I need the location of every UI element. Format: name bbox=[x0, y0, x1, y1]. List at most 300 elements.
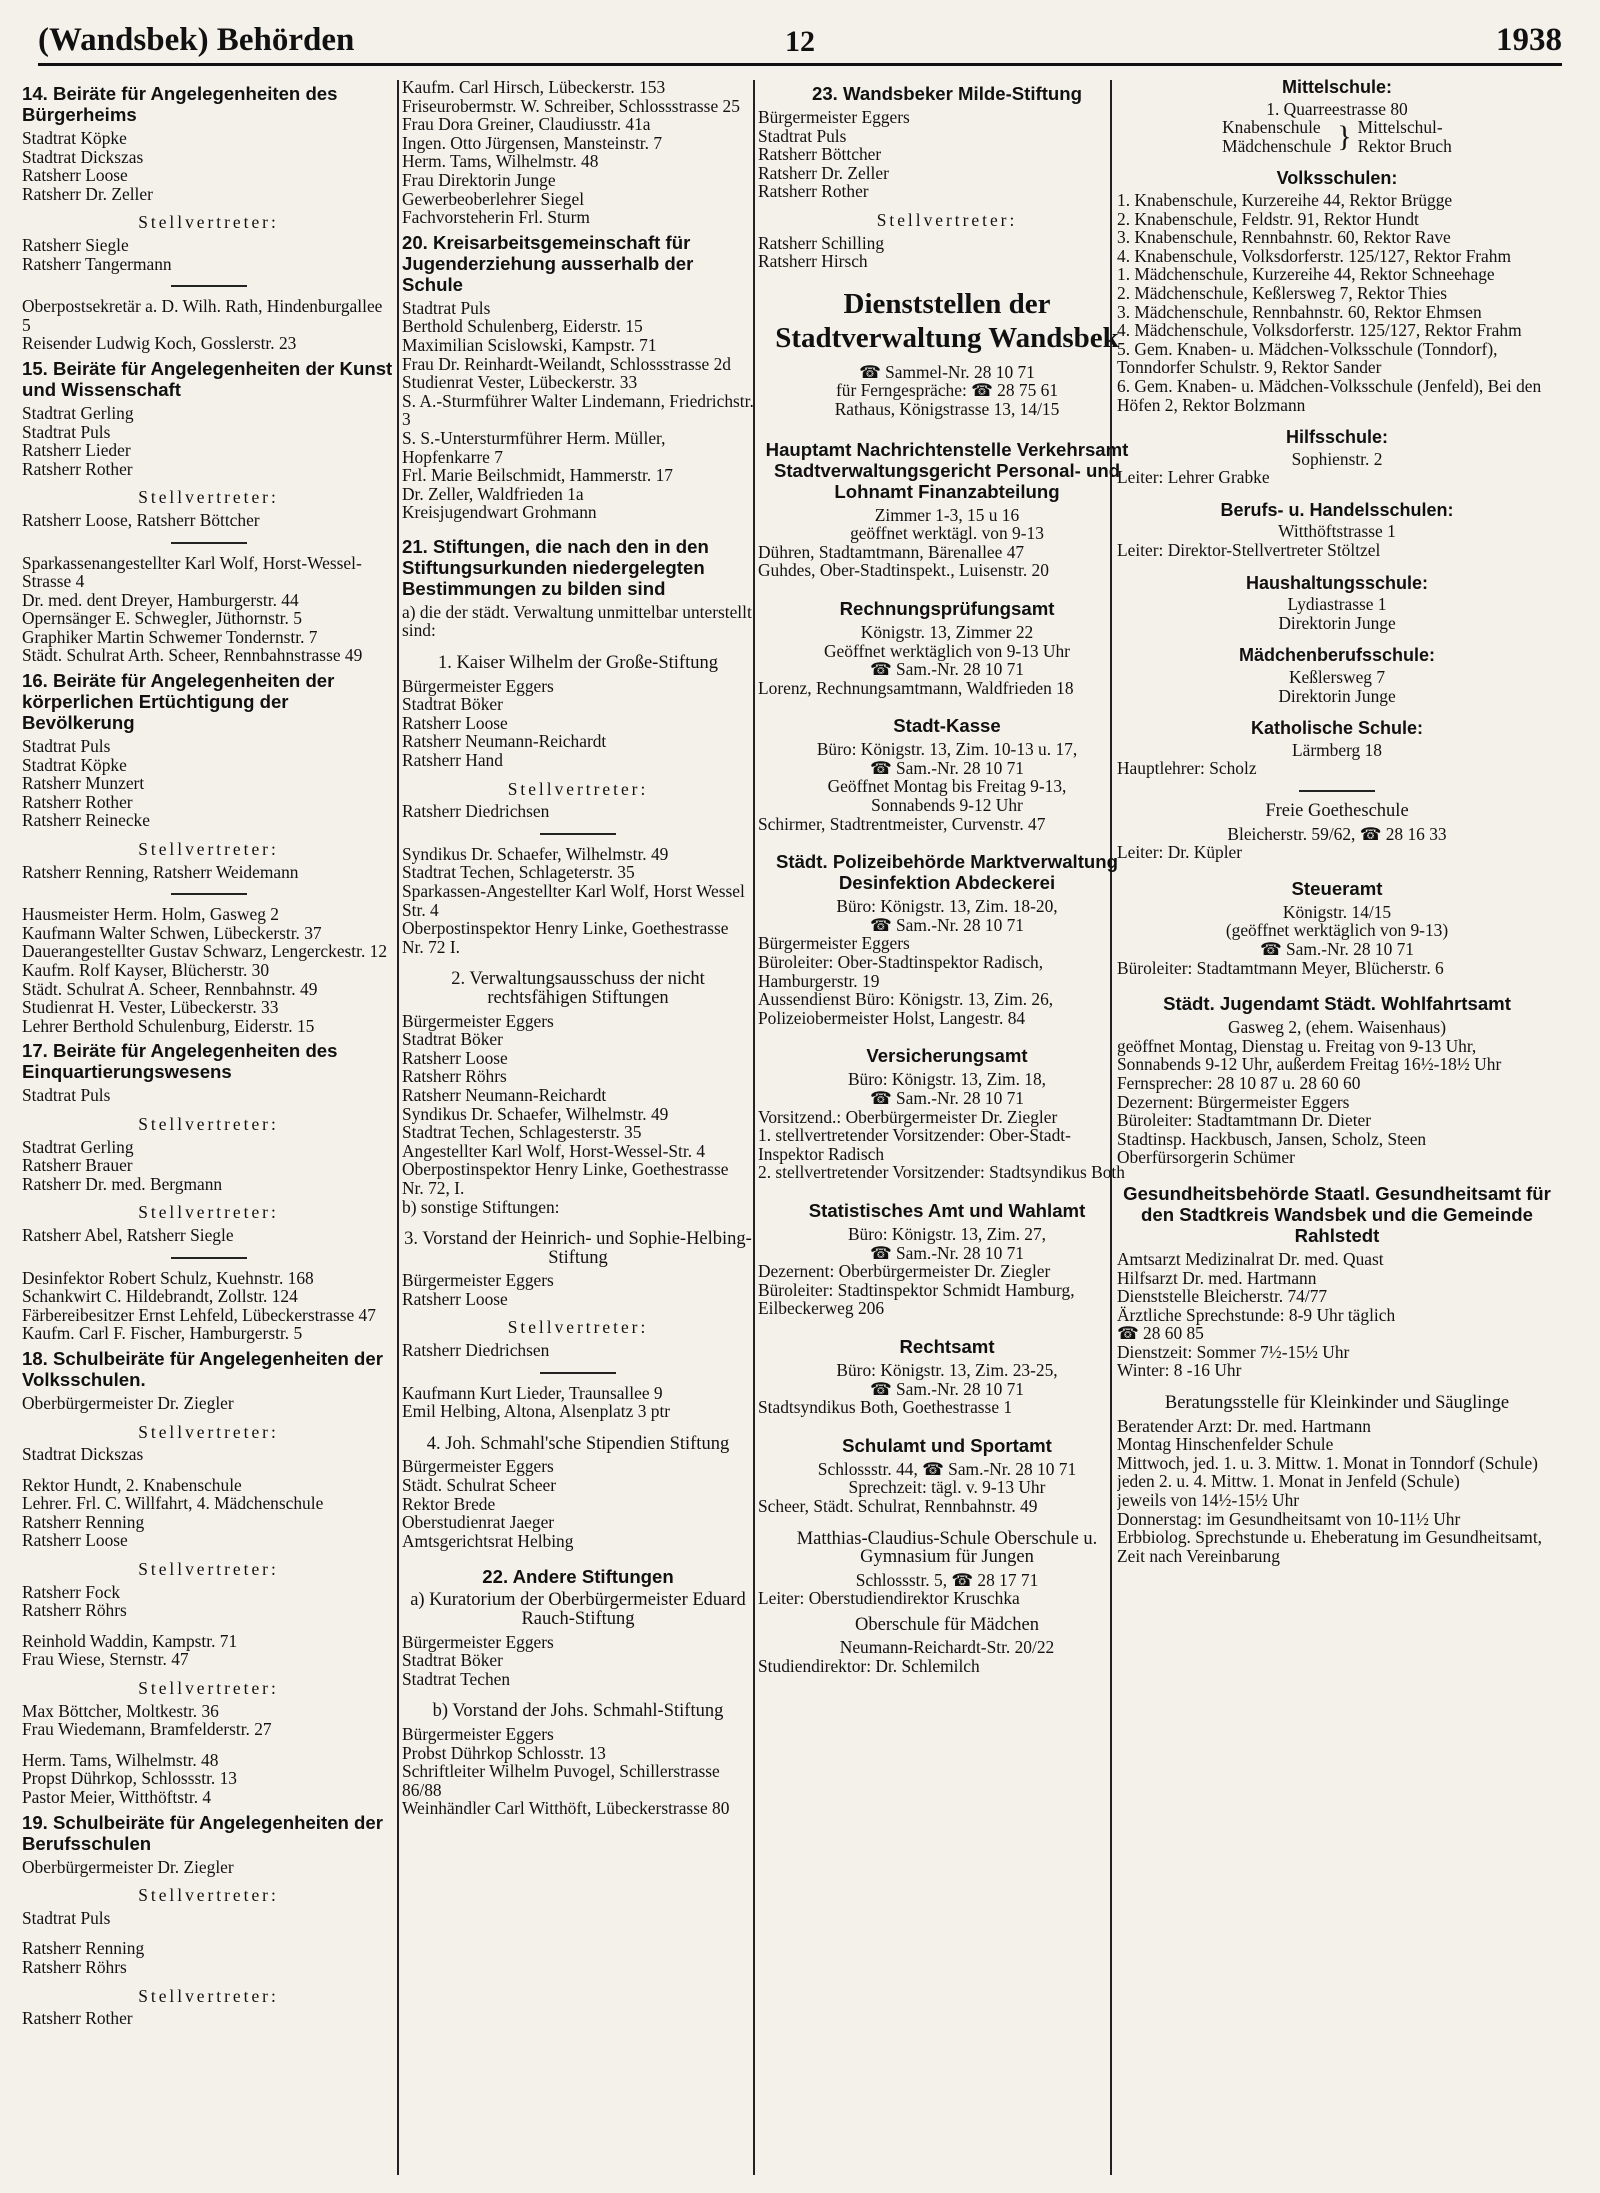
section-heading: 20. Kreisarbeitsgemeinschaft für Jugenderziehung ausserhalb der Schule bbox=[402, 231, 694, 295]
list-item: Büro: Königstr. 13, Zim. 18-20, bbox=[836, 896, 1058, 917]
list-item: 1. Knabenschule, Kurzereihe 44, Rektor Brügge bbox=[1117, 189, 1453, 210]
text-list bbox=[1117, 959, 1557, 978]
text-list bbox=[22, 1702, 395, 1739]
column-1 bbox=[22, 78, 395, 2173]
list-item: Ärztliche Sprechstunde: 8-9 Uhr täglich bbox=[1117, 1304, 1396, 1325]
list-item: Herm. Tams, Wilhelmstr. 48 bbox=[22, 1749, 219, 1770]
section-heading: 16. Beiräte für Angelegenheiten der körperlichen Ertüchtigung der Bevölkerung bbox=[22, 670, 335, 734]
text-list bbox=[22, 1939, 395, 1976]
list-item: Studienrat H. Vester, Lübeckerstr. 33 bbox=[22, 997, 279, 1018]
chair-line: Oberbürgermeister Dr. Ziegler bbox=[22, 1392, 234, 1413]
list-item: Stadtrat Techen, Schlageterstr. 35 bbox=[402, 862, 635, 883]
section-heading: 23. Wandsbeker Milde-Stiftung bbox=[812, 83, 1082, 104]
list-item: Kaufmann Kurt Lieder, Traunsallee 9 bbox=[402, 1382, 663, 1403]
text-list bbox=[758, 1361, 1136, 1398]
list-item: Ratsherr Neumann-Reichardt bbox=[402, 1084, 607, 1105]
list-item: Gasweg 2, (ehem. Waisenhaus) bbox=[1227, 1017, 1446, 1038]
list-item: Ingen. Otto Jürgensen, Mansteinstr. 7 bbox=[402, 132, 663, 153]
section-heading: 19. Schulbeiräte für Angelegenheiten der Berufsschulen bbox=[22, 1811, 383, 1854]
list-item: für Ferngespräche: ☎ 28 75 61 bbox=[835, 380, 1059, 401]
text-list bbox=[1117, 191, 1557, 414]
list-item: Stadtrat Techen, Schlagesterstr. 35 bbox=[402, 1122, 642, 1143]
list-item: Stadtrat Dickszas bbox=[22, 146, 144, 167]
list-item: Ratsherr Renning, Ratsherr Weidemann bbox=[22, 861, 299, 882]
list-item: Emil Helbing, Altona, Alsenplatz 3 ptr bbox=[402, 1401, 671, 1422]
list-item: Ratsherr Dr. Zeller bbox=[22, 183, 153, 204]
divider-rule bbox=[171, 542, 247, 544]
list-item: jeweils von 14½-15½ Uhr bbox=[1117, 1490, 1300, 1511]
list-item: Dezernent: Oberbürgermeister Dr. Ziegler bbox=[758, 1261, 1051, 1282]
text-list bbox=[22, 737, 395, 830]
list-item: Bürgermeister Eggers bbox=[758, 933, 910, 954]
text-list bbox=[22, 1156, 395, 1193]
list-item: Lehrer Berthold Schulenburg, Eiderstr. 15 bbox=[22, 1015, 315, 1036]
text-list bbox=[758, 1460, 1136, 1497]
list-item: Studiendirektor: Dr. Schlemilch bbox=[758, 1656, 980, 1677]
list-item: 3. Mädchenschule, Rennbahnstr. 60, Rektor Ehmsen bbox=[1117, 301, 1482, 322]
leader-line: Hauptlehrer: Scholz bbox=[1117, 758, 1257, 779]
mittelschule-brace-group bbox=[1117, 118, 1557, 155]
list-item: Probst Dührkop Schlosstr. 13 bbox=[402, 1742, 606, 1763]
foundation-title: a) Kuratorium der Oberbürgermeister Eduard Rauch-Stiftung bbox=[410, 1590, 746, 1629]
address-line: Witthöftstrasse 1 bbox=[1278, 521, 1396, 542]
list-item: Mittelschul- bbox=[1357, 117, 1443, 138]
list-item: Büroleiter: Stadtinspektor Schmidt Hamburg, Eilbeckerweg 206 bbox=[758, 1279, 1075, 1319]
list-item: Stadtrat Puls bbox=[758, 125, 847, 146]
deputies-label: Stellvertreter: bbox=[138, 1421, 279, 1442]
text-list bbox=[22, 2009, 395, 2028]
school-heading: Berufs- u. Handelsschulen: bbox=[1220, 499, 1454, 520]
text-list bbox=[22, 1138, 395, 1157]
text-list bbox=[1117, 1018, 1557, 1037]
foundation-title: 4. Joh. Schmahl'sche Stipendien Stiftung bbox=[426, 1433, 730, 1454]
text-list bbox=[22, 1269, 395, 1343]
foundation-title: 2. Verwaltungsausschuss der nicht rechtsfähigen Stiftungen bbox=[451, 969, 705, 1008]
office-heading: Schulamt und Sportamt bbox=[842, 1434, 1052, 1456]
text-list bbox=[22, 1226, 395, 1245]
list-item: Knabenschule bbox=[1222, 117, 1321, 138]
leader-line: Direktorin Junge bbox=[1278, 685, 1396, 706]
list-item: Büro: Königstr. 13, Zim. 23-25, bbox=[836, 1359, 1058, 1380]
list-item: jeden 2. u. 4. Mittw. 1. Monat in Jenfeld (Schule) bbox=[1117, 1471, 1460, 1492]
school-heading: Freie Goetheschule bbox=[1265, 801, 1409, 821]
deputies-label: Stellvertreter: bbox=[507, 1317, 649, 1338]
list-item: Schankwirt C. Hildebrandt, Zollstr. 124 bbox=[22, 1286, 298, 1307]
text-list bbox=[22, 1476, 395, 1550]
list-item: Sparkassen-Angestellter Karl Wolf, Horst Wessel Str. 4 bbox=[402, 881, 745, 920]
column-3 bbox=[758, 78, 1136, 2173]
text-list bbox=[402, 677, 754, 770]
list-item: Ratsherr Diedrichsen bbox=[402, 1340, 550, 1361]
list-item: Oberfürsorgerin Schümer bbox=[1117, 1147, 1295, 1168]
text-list bbox=[22, 1909, 395, 1928]
office-heading: Städt. Polizeibehörde Marktverwaltung Desinfektion Abdeckerei bbox=[776, 851, 1118, 894]
list-item: ☎ Sam.-Nr. 28 10 71 bbox=[1259, 938, 1415, 959]
text-list bbox=[758, 1070, 1136, 1107]
list-item: Oberstudienrat Jaeger bbox=[402, 1512, 555, 1533]
divider-rule bbox=[171, 893, 247, 895]
list-item: Frau Dr. Reinhardt-Weilandt, Schlossstrasse 2d bbox=[402, 353, 731, 374]
list-item: Sonnabends 9-12 Uhr bbox=[871, 795, 1023, 816]
list-item: Ratsherr Fock bbox=[22, 1581, 121, 1602]
list-item: Dienststelle Bleicherstr. 74/77 bbox=[1117, 1286, 1328, 1307]
list-item: Berthold Schulenberg, Eiderstr. 15 bbox=[402, 316, 643, 337]
school-heading: Matthias-Claudius-Schule Oberschule u. Gymnasium für Jungen bbox=[796, 1528, 1098, 1568]
section-heading: 22. Andere Stiftungen bbox=[482, 1566, 674, 1588]
text-list bbox=[22, 297, 395, 353]
intro-line: a) die der städt. Verwaltung unmittelbar unterstellt sind: bbox=[402, 601, 752, 641]
list-item: Desinfektor Robert Schulz, Kuehnstr. 168 bbox=[22, 1267, 314, 1288]
list-item: ☎ 28 60 85 bbox=[1117, 1323, 1204, 1344]
list-item: Schlossstr. 5, ☎ 28 17 71 bbox=[855, 1569, 1039, 1590]
list-item: Bürgermeister Eggers bbox=[402, 1456, 554, 1477]
list-item: Lorenz, Rechnungsamtmann, Waldfrieden 18 bbox=[758, 677, 1074, 698]
text-list bbox=[22, 863, 395, 882]
list-item: Pastor Meier, Witthöftstr. 4 bbox=[22, 1787, 212, 1807]
list-item: Sprechzeit: tägl. v. 9-13 Uhr bbox=[848, 1477, 1046, 1498]
list-item: Ratsherr Hirsch bbox=[758, 251, 868, 272]
list-item: 2. Knabenschule, Feldstr. 91, Rektor Hundt bbox=[1117, 208, 1419, 229]
list-item: Mädchenschule bbox=[1222, 135, 1332, 156]
list-item: Färbereibesitzer Ernst Lehfeld, Lübeckerstrasse 47 bbox=[22, 1304, 376, 1325]
text-list bbox=[22, 554, 395, 666]
list-item: Stadtrat Puls bbox=[22, 421, 111, 442]
list-item: Fernsprecher: 28 10 87 u. 28 60 60 bbox=[1117, 1072, 1361, 1093]
list-item: Amtsarzt Medizinalrat Dr. med. Quast bbox=[1117, 1248, 1384, 1269]
list-item: Geöffnet Montag bis Freitag 9-13, bbox=[827, 776, 1067, 797]
header-year: 1938 bbox=[1495, 22, 1562, 58]
section-heading: 21. Stiftungen, die nach den in den Stiftungsurkunden niedergelegten Bestimmungen zu bilden sind bbox=[402, 535, 709, 599]
list-item: Dühren, Stadtamtmann, Bärenallee 47 bbox=[758, 541, 1025, 562]
text-list bbox=[22, 1086, 395, 1105]
text-list bbox=[758, 934, 1136, 1027]
list-item: Ratsherr Neumann-Reichardt bbox=[402, 731, 607, 752]
school-heading: Oberschule für Mädchen bbox=[855, 1614, 1039, 1635]
list-item: Ratsherr Loose bbox=[402, 1288, 508, 1309]
list-item: Stadtrat Gerling bbox=[22, 402, 134, 423]
list-item: Stadtrat Böker bbox=[402, 694, 503, 715]
list-item: Montag Hinschenfelder Schule bbox=[1117, 1434, 1334, 1455]
list-item: Reisender Ludwig Koch, Gosslerstr. 23 bbox=[22, 333, 297, 354]
list-item: Dauerangestellter Gustav Schwarz, Lengerckestr. 12 bbox=[22, 941, 388, 962]
office-heading: Statistisches Amt und Wahlamt bbox=[808, 1199, 1086, 1221]
text-list bbox=[1117, 1250, 1557, 1380]
list-item: Stadtrat Puls bbox=[402, 297, 491, 318]
text-list bbox=[1117, 903, 1557, 959]
list-item: Schirmer, Stadtrentmeister, Curvenstr. 47 bbox=[758, 813, 1046, 834]
list-item: Ratsherr Rother bbox=[758, 181, 869, 202]
text-list bbox=[758, 740, 1136, 814]
list-item: Städt. Schulrat Arth. Scheer, Rennbahnstrasse 49 bbox=[22, 645, 363, 666]
list-item: 2. Mädchenschule, Keßlersweg 7, Rektor Thies bbox=[1117, 282, 1448, 303]
list-item: Weinhändler Carl Witthöft, Lübeckerstrasse 80 bbox=[402, 1798, 730, 1819]
list-item: Sparkassenangestellter Karl Wolf, Horst-Wessel-Strasse 4 bbox=[22, 552, 362, 592]
list-item: Amtsgerichtsrat Helbing bbox=[402, 1530, 574, 1551]
chair-line: Oberbürgermeister Dr. Ziegler bbox=[22, 1856, 234, 1877]
text-list bbox=[758, 1108, 1136, 1182]
list-item: Ratsherr Loose bbox=[402, 712, 508, 733]
list-item: Stadtsyndikus Both, Goethestrasse 1 bbox=[758, 1397, 1013, 1418]
column-divider bbox=[397, 80, 399, 2175]
text-list bbox=[22, 1632, 395, 1669]
list-item: Dr. med. dent Dreyer, Hamburgerstr. 44 bbox=[22, 589, 299, 610]
office-heading: Beratungsstelle für Kleinkinder und Säuglinge bbox=[1164, 1393, 1510, 1414]
text-list bbox=[402, 1271, 754, 1308]
list-item: Maximilian Scislowski, Kampstr. 71 bbox=[402, 334, 657, 355]
text-list bbox=[758, 1225, 1136, 1262]
text-list bbox=[22, 404, 395, 478]
text-list bbox=[1117, 1037, 1557, 1167]
school-heading: Mädchenberufsschule: bbox=[1238, 645, 1436, 666]
office-heading: Versicherungsamt bbox=[866, 1045, 1028, 1067]
list-item: Hausmeister Herm. Holm, Gasweg 2 bbox=[22, 904, 279, 925]
text-list bbox=[1222, 118, 1331, 155]
deputies-label: Stellvertreter: bbox=[876, 209, 1018, 230]
list-item: Frau Wiedemann, Bramfelderstr. 27 bbox=[22, 1719, 272, 1740]
list-item: Oberpostsekretär a. D. Wilh. Rath, Hindenburgallee 5 bbox=[22, 296, 383, 335]
list-item: Stadtrat Dickszas bbox=[22, 1444, 144, 1465]
list-item: Ratsherr Schilling bbox=[758, 232, 885, 253]
list-item: Stadtinsp. Hackbusch, Jansen, Scholz, Steen bbox=[1117, 1128, 1427, 1149]
list-item: Ratsherr Loose bbox=[22, 1530, 128, 1551]
list-item: Stadtrat Techen bbox=[402, 1668, 511, 1689]
list-item: (geöffnet werktäglich von 9-13) bbox=[1225, 920, 1449, 941]
list-item: Syndikus Dr. Schaefer, Wilhelmstr. 49 bbox=[402, 1103, 669, 1124]
deputies-label: Stellvertreter: bbox=[138, 1985, 279, 2006]
list-item: Ratsherr Diedrichsen bbox=[402, 801, 550, 822]
list-item: 4. Mädchenschule, Volksdorferstr. 125/127, Rektor Frahm bbox=[1117, 320, 1522, 341]
list-item: Ratsherr Lieder bbox=[22, 440, 131, 461]
office-heading: Städt. Jugendamt Städt. Wohlfahrtsamt bbox=[1163, 993, 1511, 1015]
list-item: Ratsherr Dr. med. Bergmann bbox=[22, 1173, 223, 1194]
list-item: Ratsherr Munzert bbox=[22, 773, 145, 794]
list-item: Büro: Königstr. 13, Zim. 27, bbox=[847, 1223, 1047, 1244]
deputies-label: Stellvertreter: bbox=[138, 1885, 279, 1906]
section-heading: 14. Beiräte für Angelegenheiten des Bürgerheims bbox=[22, 83, 338, 125]
address-line: Lydiastrasse 1 bbox=[1287, 594, 1387, 615]
list-item: ☎ Sammel-Nr. 28 10 71 bbox=[859, 361, 1035, 382]
list-item: Geöffnet werktäglich von 9-13 Uhr bbox=[824, 640, 1070, 661]
list-item: 4. Knabenschule, Volksdorferstr. 125/127, Rektor Frahm bbox=[1117, 245, 1511, 266]
text-list bbox=[402, 78, 754, 227]
text-list bbox=[402, 1725, 754, 1818]
list-item: Königstr. 13, Zimmer 22 bbox=[860, 621, 1034, 642]
intro-line: b) sonstige Stiftungen: bbox=[402, 1196, 560, 1217]
list-item: Kaufm. Carl Hirsch, Lübeckerstr. 153 bbox=[402, 78, 666, 97]
list-item: Stadtrat Böker bbox=[402, 1029, 503, 1050]
list-item: Angestellter Karl Wolf, Horst-Wessel-Str. 4 bbox=[402, 1140, 706, 1161]
list-item: Opernsänger E. Schwegler, Jüthornstr. 5 bbox=[22, 608, 302, 629]
list-item: Friseurobermstr. W. Schreiber, Schlossstrasse 25 bbox=[402, 95, 740, 116]
list-item: geöffnet werktägl. von 9-13 bbox=[850, 523, 1044, 544]
list-item: Ratsherr Röhrs bbox=[22, 1956, 127, 1977]
list-item: Königstr. 14/15 bbox=[1282, 901, 1392, 922]
page-number: 12 bbox=[784, 25, 815, 58]
list-item: Ratsherr Röhrs bbox=[22, 1600, 127, 1621]
list-item: Ratsherr Böttcher bbox=[758, 144, 882, 165]
list-item: Oberpostinspektor Henry Linke, Goethestrasse Nr. 72 I. bbox=[402, 918, 729, 957]
foundation-title: 3. Vorstand der Heinrich- und Sophie-Helbing-Stiftung bbox=[404, 1229, 752, 1268]
list-item: 2. stellvertretender Vorsitzender: Stadtsyndikus Both bbox=[758, 1162, 1125, 1183]
list-item: Vorsitzend.: Oberbürgermeister Dr. Ziegler bbox=[758, 1106, 1058, 1127]
list-item: Zimmer 1-3, 15 u 16 bbox=[874, 504, 1020, 525]
text-list bbox=[1358, 118, 1452, 155]
text-list bbox=[758, 108, 1136, 201]
address-line: Bleicherstr. 59/62, ☎ 28 16 33 bbox=[1227, 823, 1447, 844]
deputies-label: Stellvertreter: bbox=[138, 1678, 279, 1699]
list-item: Ratsherr Siegle bbox=[22, 234, 129, 255]
brace-glyph: } bbox=[1337, 119, 1352, 153]
address-line: 1. Quarreestrasse 80 bbox=[1266, 98, 1408, 119]
school-heading: Volksschulen: bbox=[1276, 168, 1398, 189]
list-item: Ratsherr Brauer bbox=[22, 1155, 133, 1176]
text-list bbox=[758, 1398, 1136, 1417]
list-item: Propst Dührkop, Schlossstr. 13 bbox=[22, 1768, 237, 1789]
list-item: Kreisjugendwart Grohmann bbox=[402, 502, 597, 523]
main-title: Dienststellen der Stadtverwaltung Wandsbek bbox=[775, 287, 1119, 354]
list-item: Fachvorsteherin Frl. Sturm bbox=[402, 207, 590, 228]
text-list bbox=[758, 815, 1136, 834]
text-list bbox=[402, 802, 754, 821]
list-item: Schriftleiter Wilhelm Puvogel, Schillerstrasse 86/88 bbox=[402, 1761, 720, 1800]
list-item: Rektor Brede bbox=[402, 1493, 496, 1514]
list-item: Stadtrat Köpke bbox=[22, 128, 127, 148]
list-item: Ratsherr Hand bbox=[402, 750, 503, 771]
list-item: Reinhold Waddin, Kampstr. 71 bbox=[22, 1630, 238, 1651]
list-item: Büroleiter: Stadtamtmann Dr. Dieter bbox=[1117, 1110, 1372, 1131]
list-item: Bürgermeister Eggers bbox=[402, 1270, 554, 1291]
text-list bbox=[758, 1657, 1136, 1676]
school-heading: Katholische Schule: bbox=[1250, 718, 1424, 739]
list-item: Ratsherr Renning bbox=[22, 1511, 145, 1532]
list-item: Schlossstr. 44, ☎ Sam.-Nr. 28 10 71 bbox=[817, 1458, 1077, 1479]
list-item: 1. stellvertretender Vorsitzender: Ober-Stadt-Inspektor Radisch bbox=[758, 1125, 1071, 1164]
list-item: Städt. Schulrat Scheer bbox=[402, 1475, 557, 1496]
divider-rule bbox=[171, 285, 247, 287]
section-heading: 17. Beiräte für Angelegenheiten des Einquartierungswesens bbox=[22, 1040, 338, 1083]
address-line: Sophienstr. 2 bbox=[1291, 448, 1383, 469]
leader-line: Direktorin Junge bbox=[1278, 612, 1396, 633]
list-item: Frau Direktorin Junge bbox=[402, 169, 556, 190]
list-item: 1. Mädchenschule, Kurzereihe 44, Rektor Schneehage bbox=[1117, 264, 1495, 285]
office-heading: Rechtsamt bbox=[899, 1335, 995, 1357]
list-item: Ratsherr Loose bbox=[402, 1047, 508, 1068]
list-item: Frau Dora Greiner, Claudiusstr. 41a bbox=[402, 114, 651, 135]
leader-line: Leiter: Direktor-Stellvertreter Stöltzel bbox=[1117, 540, 1381, 561]
text-list bbox=[22, 129, 395, 203]
list-item: ☎ Sam.-Nr. 28 10 71 bbox=[869, 1242, 1025, 1263]
text-list bbox=[22, 1751, 395, 1807]
list-item: 6. Gem. Knaben- u. Mädchen-Volksschule (Jenfeld), Bei den Höfen 2, Rektor Bolzmann bbox=[1117, 375, 1542, 415]
text-list bbox=[402, 1457, 754, 1550]
list-item: Ratsherr Rother bbox=[22, 458, 133, 479]
list-item: Ratsherr Rother bbox=[22, 2008, 133, 2029]
office-heading: Hauptamt Nachrichtenstelle Verkehrsamt Stadtverwaltungsgericht Personal- und Lohnamt Finanzabteilung bbox=[765, 438, 1129, 502]
divider-rule bbox=[171, 1257, 247, 1259]
list-item: Stadtrat Köpke bbox=[22, 754, 127, 775]
list-item: ☎ Sam.-Nr. 28 10 71 bbox=[869, 1378, 1025, 1399]
list-item: Oberpostinspektor Henry Linke, Goethestrasse Nr. 72, I. bbox=[402, 1159, 729, 1198]
list-item: Kaufm. Carl F. Fischer, Hamburgerstr. 5 bbox=[22, 1323, 303, 1344]
list-item: Ratsherr Röhrs bbox=[402, 1066, 507, 1087]
text-list bbox=[758, 1589, 1136, 1608]
text-list bbox=[402, 1633, 754, 1689]
list-item: Dr. Zeller, Waldfrieden 1a bbox=[402, 483, 584, 504]
list-item: Winter: 8 -16 Uhr bbox=[1117, 1360, 1242, 1381]
list-item: Rathaus, Königstrasse 13, 14/15 bbox=[834, 398, 1060, 419]
list-item: Kaufmann Walter Schwen, Lübeckerstr. 37 bbox=[22, 922, 322, 943]
text-list bbox=[758, 1262, 1136, 1318]
column-2 bbox=[402, 78, 754, 2173]
list-item: Ratsherr Renning bbox=[22, 1938, 145, 1959]
text-list bbox=[758, 1497, 1136, 1516]
list-item: 3. Knabenschule, Rennbahnstr. 60, Rektor Rave bbox=[1117, 227, 1451, 248]
list-item: Städt. Schulrat A. Scheer, Rennbahnstr. 49 bbox=[22, 978, 318, 999]
school-heading: Haushaltungsschule: bbox=[1245, 572, 1429, 593]
office-heading: Gesundheitsbehörde Staatl. Gesundheitsamt für den Stadtkreis Wandsbek und die Gemeinde Rahlstedt bbox=[1123, 1182, 1551, 1246]
column-4 bbox=[1117, 78, 1557, 2173]
foundation-title: 1. Kaiser Wilhelm der Große-Stiftung bbox=[438, 653, 718, 674]
office-heading: Stadt-Kasse bbox=[893, 715, 1001, 737]
text-list bbox=[22, 1445, 395, 1464]
text-list bbox=[758, 897, 1136, 934]
list-item: Ratsherr Dr. Zeller bbox=[758, 162, 889, 183]
divider-rule bbox=[540, 833, 616, 835]
list-item: ☎ Sam.-Nr. 28 10 71 bbox=[869, 757, 1025, 778]
list-item: Scheer, Städt. Schulrat, Rennbahnstr. 49 bbox=[758, 1495, 1038, 1516]
list-item: Rektor Hundt, 2. Knabenschule bbox=[22, 1474, 242, 1495]
list-item: Graphiker Martin Schwemer Tondernstr. 7 bbox=[22, 626, 318, 647]
text-list bbox=[22, 236, 395, 273]
school-heading: Mittelschule: bbox=[1281, 78, 1392, 97]
foundation-title: b) Vorstand der Johs. Schmahl-Stiftung bbox=[432, 1701, 724, 1722]
list-item: Donnerstag: im Gesundheitsamt von 10-11½ Uhr bbox=[1117, 1508, 1461, 1529]
list-item: Bürgermeister Eggers bbox=[402, 1631, 554, 1652]
deputies-label: Stellvertreter: bbox=[507, 778, 649, 799]
list-item: Bürgermeister Eggers bbox=[402, 1010, 554, 1031]
deputies-label: Stellvertreter: bbox=[138, 1113, 279, 1134]
deputies-label: Stellvertreter: bbox=[138, 212, 279, 233]
text-list bbox=[22, 1583, 395, 1620]
office-heading: Rechnungsprüfungsamt bbox=[839, 597, 1055, 619]
list-item: geöffnet Montag, Dienstag u. Freitag von 9-13 Uhr, Sonnabends 9-12 Uhr, außerdem Freitag 16½-18½ Uhr bbox=[1117, 1035, 1502, 1075]
list-item: Dienstzeit: Sommer 7½-15½ Uhr bbox=[1117, 1341, 1350, 1362]
list-item: Herm. Tams, Wilhelmstr. 48 bbox=[402, 151, 599, 172]
list-item: Ratsherr Loose, Ratsherr Böttcher bbox=[22, 509, 260, 530]
leader-line: Leiter: Dr. Küpler bbox=[1117, 842, 1243, 863]
list-item: S. S.-Untersturmführer Herm. Müller, Hopfenkarre 7 bbox=[402, 427, 666, 467]
list-item: Gewerbeoberlehrer Siegel bbox=[402, 188, 585, 209]
list-item: Stadtrat Puls bbox=[22, 1907, 111, 1928]
list-item: Büro: Königstr. 13, Zim. 18, bbox=[847, 1069, 1047, 1090]
text-list bbox=[1117, 1417, 1557, 1566]
list-item: ☎ Sam.-Nr. 28 10 71 bbox=[869, 914, 1025, 935]
list-item: ☎ Sam.-Nr. 28 10 71 bbox=[869, 1088, 1025, 1108]
list-item: Mittwoch, jed. 1. u. 3. Mittw. 1. Monat in Tonndorf (Schule) bbox=[1117, 1452, 1538, 1473]
divider-rule bbox=[540, 1372, 616, 1374]
text-list bbox=[402, 845, 754, 957]
text-list bbox=[758, 679, 1136, 698]
text-list bbox=[758, 506, 1136, 543]
list-item: Beratender Arzt: Dr. med. Hartmann bbox=[1117, 1415, 1372, 1436]
list-item: Leiter: Oberstudiendirektor Kruschka bbox=[758, 1588, 1020, 1609]
section-heading: 18. Schulbeiräte für Angelegenheiten der Volksschulen. bbox=[22, 1347, 383, 1390]
list-item: Büro: Königstr. 13, Zim. 10-13 u. 17, bbox=[816, 739, 1078, 760]
list-item: Ratsherr Abel, Ratsherr Siegle bbox=[22, 1224, 234, 1245]
divider-rule bbox=[1299, 790, 1375, 792]
text-list bbox=[402, 1341, 754, 1360]
deputies-label: Stellvertreter: bbox=[138, 839, 279, 860]
